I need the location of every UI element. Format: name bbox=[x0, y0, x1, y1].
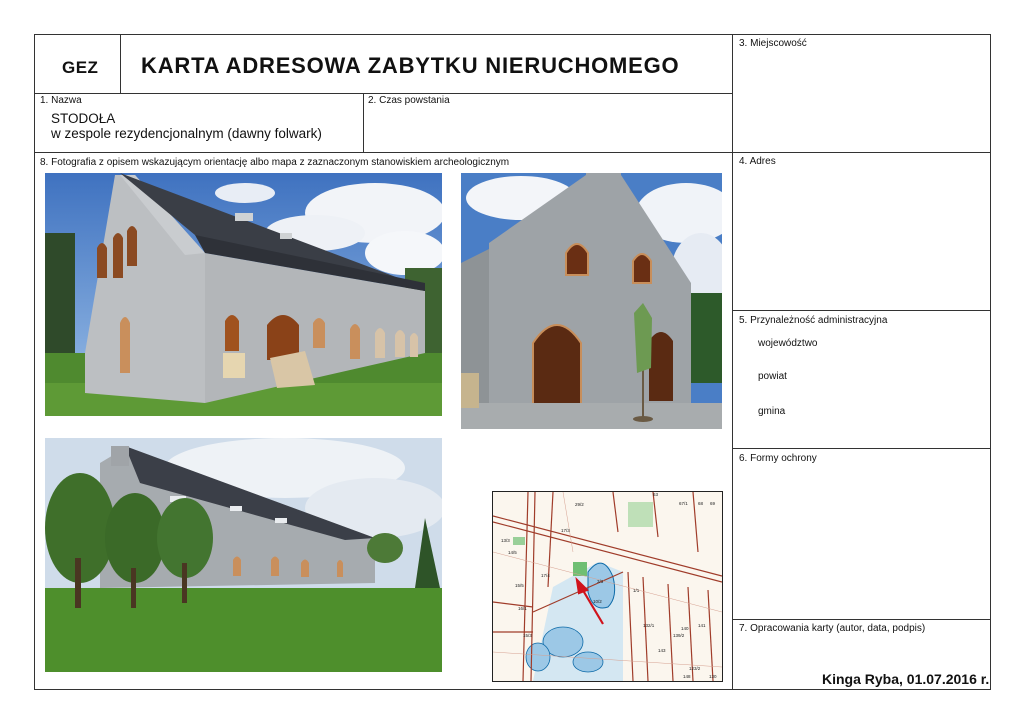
divider-name bbox=[34, 152, 991, 153]
svg-text:15/3: 15/3 bbox=[523, 633, 532, 638]
divider-address bbox=[732, 310, 991, 311]
svg-text:13/3: 13/3 bbox=[501, 538, 510, 543]
photo-barn-gable bbox=[461, 173, 722, 429]
svg-text:67/1: 67/1 bbox=[679, 501, 688, 506]
photo-barn-front bbox=[45, 173, 442, 416]
name-label: 1. Nazwa bbox=[40, 95, 82, 106]
svg-text:130: 130 bbox=[709, 674, 717, 679]
svg-text:63: 63 bbox=[653, 492, 659, 497]
svg-text:10/2: 10/2 bbox=[593, 599, 602, 604]
svg-text:17/4: 17/4 bbox=[541, 573, 550, 578]
admin-county: powiat bbox=[758, 371, 787, 382]
svg-text:17/3: 17/3 bbox=[561, 528, 570, 533]
svg-text:123/2: 123/2 bbox=[689, 666, 701, 671]
divider-gez bbox=[120, 34, 121, 93]
locality-label: 3. Miejscowość bbox=[739, 38, 807, 49]
svg-text:68: 68 bbox=[698, 501, 704, 506]
author-signature: Kinga Ryba, 01.07.2016 r. bbox=[822, 671, 990, 687]
address-label: 4. Adres bbox=[739, 156, 776, 167]
svg-text:140: 140 bbox=[681, 626, 689, 631]
svg-text:15/5: 15/5 bbox=[515, 583, 524, 588]
svg-text:3/3: 3/3 bbox=[597, 579, 604, 584]
time-label: 2. Czas powstania bbox=[368, 95, 450, 106]
svg-text:1/1: 1/1 bbox=[633, 588, 640, 593]
divider-right-column bbox=[732, 34, 733, 690]
svg-text:14/5: 14/5 bbox=[508, 550, 517, 555]
svg-text:29/2: 29/2 bbox=[575, 502, 584, 507]
admin-municipality: gmina bbox=[758, 406, 786, 417]
divider-admin bbox=[732, 448, 991, 449]
author-label: 7. Opracowania karty (autor, data, podpis) bbox=[739, 623, 926, 634]
name-value-line1: STODOŁA bbox=[51, 111, 116, 126]
photo-barn-rear bbox=[45, 438, 442, 672]
name-value-line2: w zespole rezydencjonalnym (dawny folwark) bbox=[51, 126, 322, 141]
svg-text:143: 143 bbox=[658, 648, 666, 653]
code-label: GEZ bbox=[62, 58, 99, 77]
svg-text:16/1: 16/1 bbox=[518, 606, 527, 611]
admin-voivodeship: województwo bbox=[758, 338, 818, 349]
photo-label: 8. Fotografia z opisem wskazującym orientację albo mapa z zaznaczonym stanowiskiem archeologicznym bbox=[40, 157, 510, 168]
admin-label: 5. Przynależność administracyjna bbox=[739, 315, 888, 326]
svg-text:141: 141 bbox=[698, 623, 706, 628]
svg-text:148: 148 bbox=[683, 674, 691, 679]
site-map bbox=[492, 491, 723, 682]
svg-text:69: 69 bbox=[710, 501, 716, 506]
protection-label: 6. Formy ochrony bbox=[739, 453, 817, 464]
divider-protection bbox=[732, 619, 991, 620]
svg-text:132/1: 132/1 bbox=[643, 623, 655, 628]
svg-text:139/2: 139/2 bbox=[673, 633, 685, 638]
divider-title bbox=[34, 93, 733, 94]
card-title: KARTA ADRESOWA ZABYTKU NIERUCHOMEGO bbox=[141, 53, 680, 78]
divider-name-time bbox=[363, 93, 364, 152]
